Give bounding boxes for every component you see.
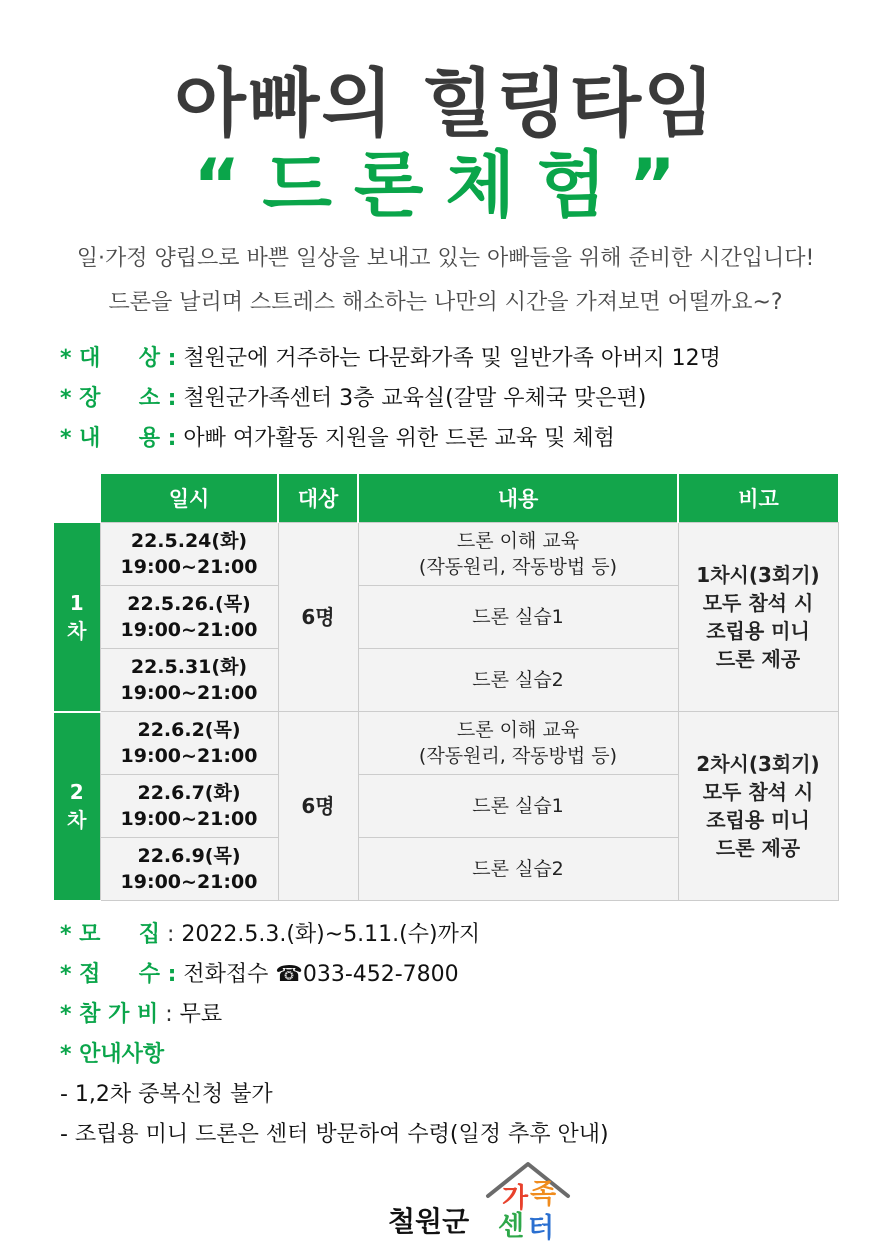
- session-date: 22.6.2(목) 19:00~21:00: [100, 712, 278, 775]
- detail-fee-label: * 참 가 비: [60, 1002, 159, 1027]
- info-content: [60, 424, 615, 454]
- header-date: 일시: [100, 474, 278, 523]
- schedule-table: [54, 474, 839, 902]
- page-subtitle: “드론체험”: [193, 143, 698, 227]
- round-remark-1: 1차시(3회기) 모두 참석 시 조립용 미니 드론 제공: [678, 523, 838, 712]
- session-content: 드론 이해 교육 (작동원리, 작동방법 등): [358, 712, 678, 775]
- logo-char-3: 센: [498, 1211, 525, 1242]
- detail-recruit-value: 2022.5.3.(화)~5.11.(수)까지: [181, 922, 481, 947]
- info-content-value: 아빠 여가활동 지원을 위한 드론 교육 및 체험: [183, 426, 615, 451]
- detail-recruit-sep: :: [159, 922, 182, 947]
- header-remark: 비고: [678, 474, 838, 523]
- session-date: 22.5.24(화) 19:00~21:00: [100, 523, 278, 586]
- intro-line-1: 일·가정 양립으로 바쁜 일상을 보내고 있는 아빠들을 위해 준비한 시간입니다!: [76, 246, 815, 271]
- header-content: 내용: [358, 474, 678, 523]
- detail-fee-sep: :: [158, 1002, 180, 1027]
- session-date: 22.5.26.(목) 19:00~21:00: [100, 586, 278, 649]
- detail-fee: [60, 1000, 222, 1030]
- page-title: 아빠의 힐링타임: [174, 61, 717, 147]
- header-blank: [54, 474, 100, 523]
- notice-item-2: - 조립용 미니 드론은 센터 방문하여 수령(일정 추후 안내): [60, 1122, 609, 1147]
- session-content: 드론 실습1: [358, 586, 678, 649]
- info-place-value: 철원군가족센터 3층 교육실(갈말 우체국 맞은편): [183, 386, 647, 411]
- session-content: 드론 이해 교육 (작동원리, 작동방법 등): [358, 523, 678, 586]
- info-target-label: * 대 상 :: [60, 346, 177, 371]
- detail-fee-value: 무료: [179, 1002, 223, 1027]
- info-place: [60, 384, 646, 414]
- detail-recruit-label: * 모 집: [60, 922, 160, 947]
- session-date: 22.6.7(화) 19:00~21:00: [100, 775, 278, 838]
- info-target-value: 철원군에 거주하는 다문화가족 및 일반가족 아버지 12명: [183, 346, 721, 371]
- round-label-1: 1 차: [54, 523, 100, 712]
- detail-apply: [60, 960, 459, 990]
- round-count-2: 6명: [278, 712, 358, 901]
- session-date: 22.6.9(목) 19:00~21:00: [100, 838, 278, 901]
- house-roof-icon: [484, 1160, 574, 1200]
- info-content-label: * 내 용 :: [60, 426, 177, 451]
- detail-notice-label: * 안내사항: [60, 1042, 165, 1067]
- table-header-row: [54, 474, 838, 523]
- footer-org-name: 철원군: [388, 1205, 470, 1238]
- info-place-label: * 장 소 :: [60, 386, 177, 411]
- session-content: 드론 실습2: [358, 838, 678, 901]
- round-label-2: 2 차: [54, 712, 100, 901]
- family-center-logo: [484, 1160, 574, 1252]
- notice-item-1: - 1,2차 중복신청 불가: [60, 1082, 273, 1107]
- detail-recruit: [60, 920, 480, 950]
- table-row: [54, 523, 838, 586]
- logo-char-1: 가: [502, 1183, 529, 1214]
- detail-notice-heading: [60, 1040, 164, 1070]
- logo-char-2: 족: [530, 1179, 557, 1210]
- detail-apply-label: * 접 수 :: [60, 962, 177, 987]
- session-date: 22.5.31(화) 19:00~21:00: [100, 649, 278, 712]
- logo-char-4: 터: [528, 1213, 555, 1244]
- round-count-1: 6명: [278, 523, 358, 712]
- header-target: 대상: [278, 474, 358, 523]
- session-content: 드론 실습2: [358, 649, 678, 712]
- session-content: 드론 실습1: [358, 775, 678, 838]
- detail-apply-value: 전화접수 ☎033-452-7800: [183, 962, 459, 987]
- table-row: [54, 712, 838, 775]
- round-remark-2: 2차시(3회기) 모두 참석 시 조립용 미니 드론 제공: [678, 712, 838, 901]
- intro-line-2: 드론을 날리며 스트레스 해소하는 나만의 시간을 가져보면 어떨까요~?: [108, 290, 783, 315]
- info-target: [60, 344, 721, 374]
